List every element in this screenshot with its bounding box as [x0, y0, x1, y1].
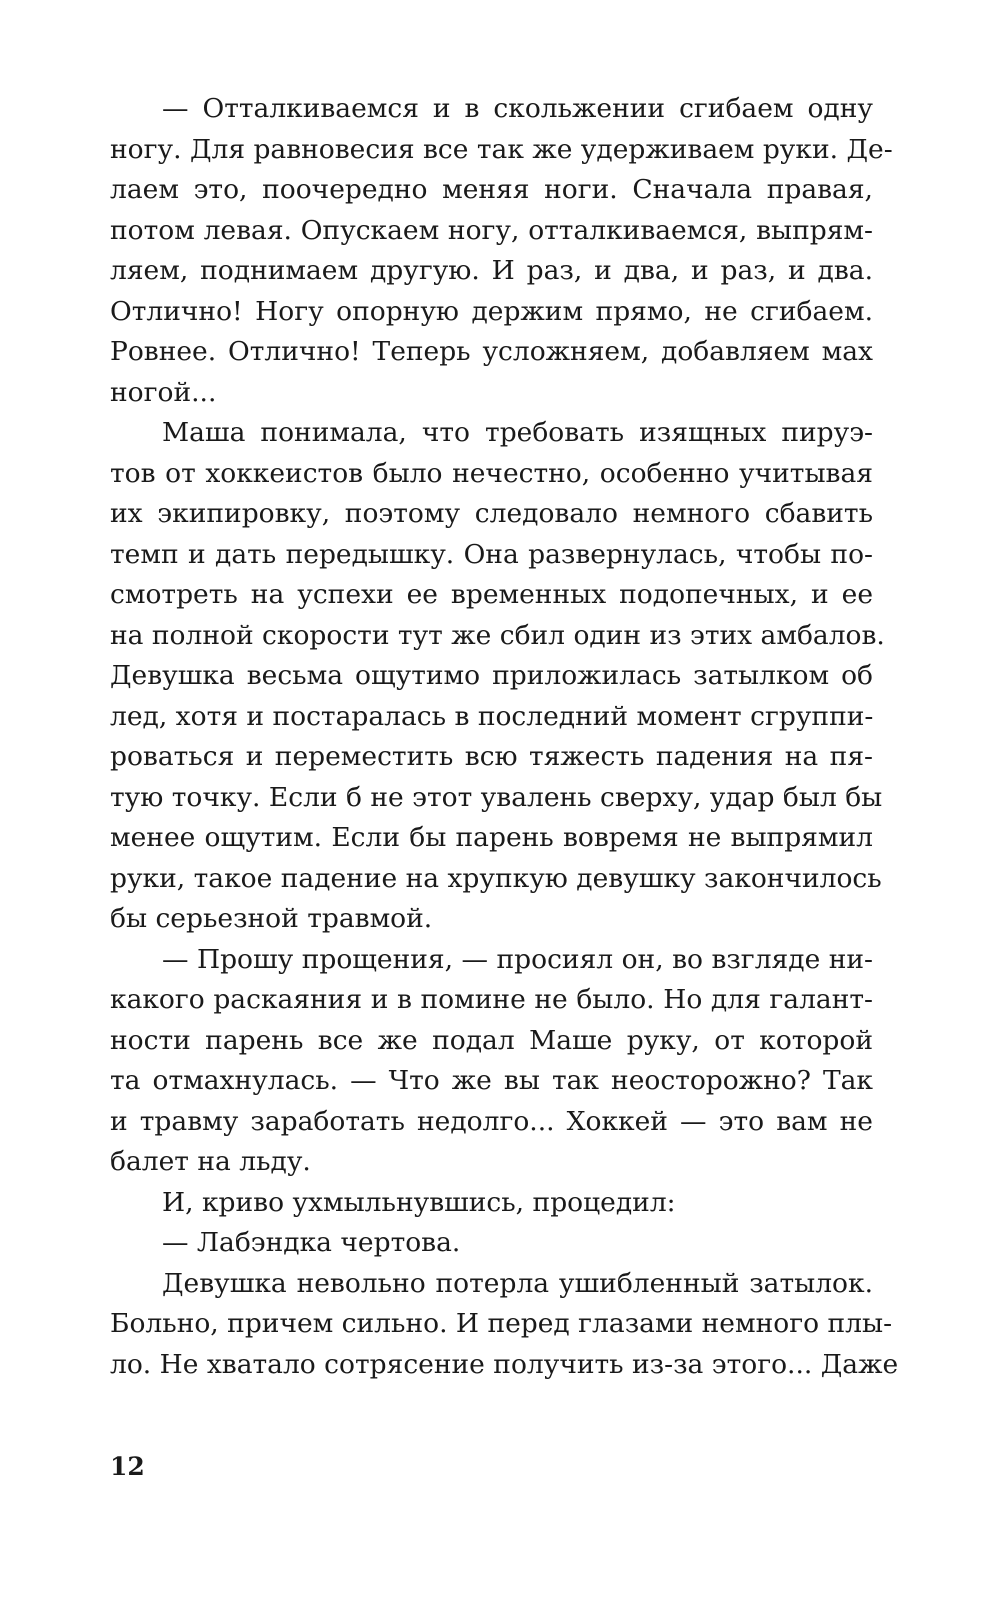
text-line: смотреть на успехи ее временных подопечных, и ее — [110, 579, 873, 610]
text-line: их экипировку, поэтому следовало немного сбавить — [110, 498, 873, 529]
page-number: 12 — [110, 1452, 145, 1481]
text-line: И, криво ухмыльнувшись, процедил: — [162, 1186, 676, 1218]
text-line: тов от хоккеистов было нечестно, особенно учитывая — [110, 457, 873, 489]
text-line: ногой... — [110, 376, 217, 408]
text-line: потом левая. Опускаем ногу, отталкиваемся, выпрям- — [110, 214, 873, 246]
text-line: лед, хотя и постаралась в последний момент сгруппи- — [110, 700, 874, 732]
text-line: тую точку. Если б не этот увалень сверху, удар был бы — [110, 781, 883, 813]
text-line: — Прошу прощения, — просиял он, во взгляде ни- — [162, 943, 873, 975]
text-line: Ровнее. Отлично! Теперь усложняем, добавляем мах — [110, 336, 873, 367]
text-line: та отмахнулась. — Что же вы так неосторожно? Так — [110, 1065, 873, 1096]
text-line: менее ощутим. Если бы парень вовремя не выпрямил — [110, 822, 873, 853]
text-line: — Лабэндка чертова. — [162, 1227, 461, 1258]
text-line: темп и дать передышку. Она развернулась, чтобы по- — [110, 538, 873, 570]
text-line: руки, такое падение на хрупкую девушку закончилось — [110, 862, 882, 894]
page-text — [110, 89, 899, 1385]
text-line: Отлично! Ногу опорную держим прямо, не сгибаем. — [110, 295, 873, 327]
text-line: лаем это, поочередно меняя ноги. Сначала правая, — [110, 174, 873, 205]
text-line: и травму заработать недолго... Хоккей — это вам не — [110, 1105, 873, 1137]
text-line: Маша понимала, что требовать изящных пируэ- — [162, 417, 873, 448]
text-line: на полной скорости тут же сбил один из этих амбалов. — [110, 619, 885, 651]
text-line: — Отталкиваемся и в скольжении сгибаем одну — [162, 93, 873, 124]
text-line: ло. Не хватало сотрясение получить из-за этого... Даже — [110, 1348, 899, 1380]
text-line: бы серьезной травмой. — [110, 903, 433, 934]
text-line: Девушка невольно потерла ушибленный затылок. — [162, 1267, 873, 1299]
text-line: Больно, причем сильно. И перед глазами немного плы- — [110, 1308, 893, 1339]
text-line: балет на льду. — [110, 1146, 311, 1177]
text-line: какого раскаяния и в помине не было. Но для галант- — [110, 984, 873, 1015]
text-line: ности парень все же подал Маше руку, от которой — [110, 1024, 873, 1056]
text-line: Девушка весьма ощутимо приложилась затылком об — [110, 660, 873, 691]
text-line: ляем, поднимаем другую. И раз, и два, и раз, и два. — [110, 255, 873, 286]
text-line: роваться и переместить всю тяжесть падения на пя- — [110, 741, 873, 772]
text-line: ногу. Для равновесия все так же удерживаем руки. Де- — [110, 133, 893, 165]
